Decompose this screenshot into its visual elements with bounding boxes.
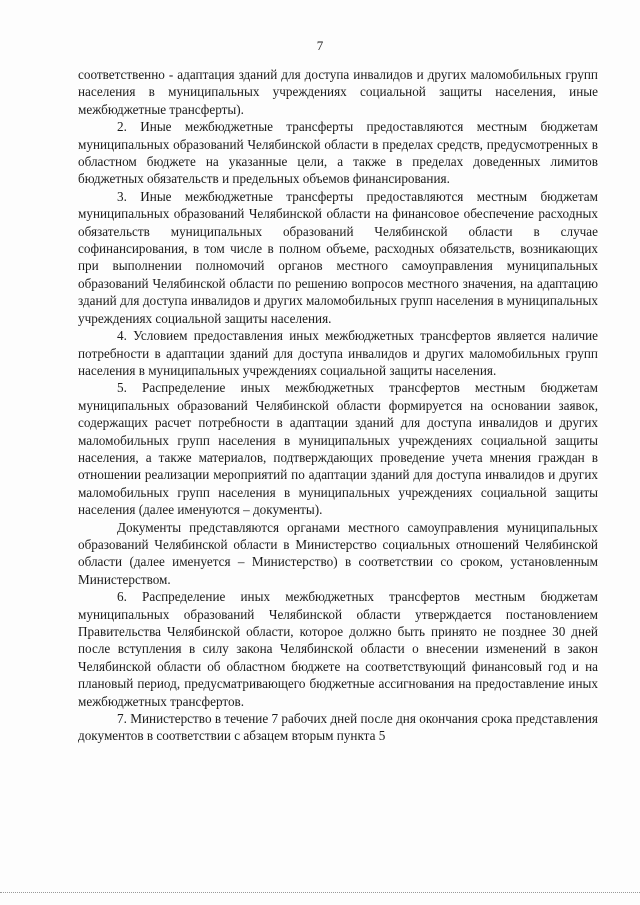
page-number: 7 [316, 38, 324, 53]
document-body [78, 66, 598, 745]
paragraph-item-3: 3. Иные межбюджетные трансферты предоставляются местным бюджетам муниципальных образований Челябинской области на финансовое обеспечение расходных обязательств муниципальных образований Челябинской области в случае софинансирования, в том числе в полном объеме, расходных обязательств, возникающих при выполнении полномочий органов местного самоуправления муниципальных образований Челябинской области по решению вопросов местного значения, на адаптацию зданий для доступа инвалидов и других маломобильных групп населения в муниципальных учреждениях социальной защиты населения. [78, 188, 598, 326]
paragraph-documents: Документы представляются органами местного самоуправления муниципальных образований Челябинской области в Министерство социальных отношений Челябинской области (далее именуется – Министерство) в соответствии со сроком, установленным Министерством. [78, 519, 598, 587]
paragraph-item-5: 5. Распределение иных межбюджетных трансфертов местным бюджетам муниципальных образований Челябинской области формируется на основании заявок, содержащих расчет потребности в адаптации зданий для доступа инвалидов и других маломобильных групп населения в муниципальных учреждениях социальной защиты населения, а также материалов, подтверждающих проведение учета мнения граждан в отношении реализации мероприятий по адаптации зданий для доступа инвалидов и других маломобильных групп населения в муниципальных учреждениях социальной защиты населения (далее именуются – документы). [78, 380, 598, 518]
paragraph-item-4: 4. Условием предоставления иных межбюджетных трансфертов является наличие потребности в адаптации зданий для доступа инвалидов и других маломобильных групп населения в муниципальных учреждениях социальной защиты населения. [78, 328, 598, 378]
paragraph-continuation: соответственно - адаптация зданий для доступа инвалидов и других маломобильных групп населения в муниципальных учреждениях социальной защиты населения, иные межбюджетные трансферты). [78, 67, 598, 117]
paragraph-item-2: 2. Иные межбюджетные трансферты предоставляются местным бюджетам муниципальных образований Челябинской области в пределах средств, предусмотренных в областном бюджете на указанные цели, а также в пределах доведенных лимитов бюджетных обязательств и предельных объемов финансирования. [78, 119, 598, 187]
paragraph-item-6: 6. Распределение иных межбюджетных трансфертов местным бюджетам муниципальных образований Челябинской области утверждается постановлением Правительства Челябинской области, которое должно быть принято не позднее 30 дней после вступления в силу закона Челябинской области о внесении изменений в закон Челябинской области об областном бюджете на соответствующий финансовый год и на плановый период, предусматривающего бюджетные ассигнования на предоставление иных межбюджетных трансфертов. [78, 589, 598, 709]
page-bottom-divider [0, 892, 640, 893]
paragraph-item-7: 7. Министерство в течение 7 рабочих дней после дня окончания срока представления документов в соответствии с абзацем вторым пункта 5 [78, 711, 598, 744]
